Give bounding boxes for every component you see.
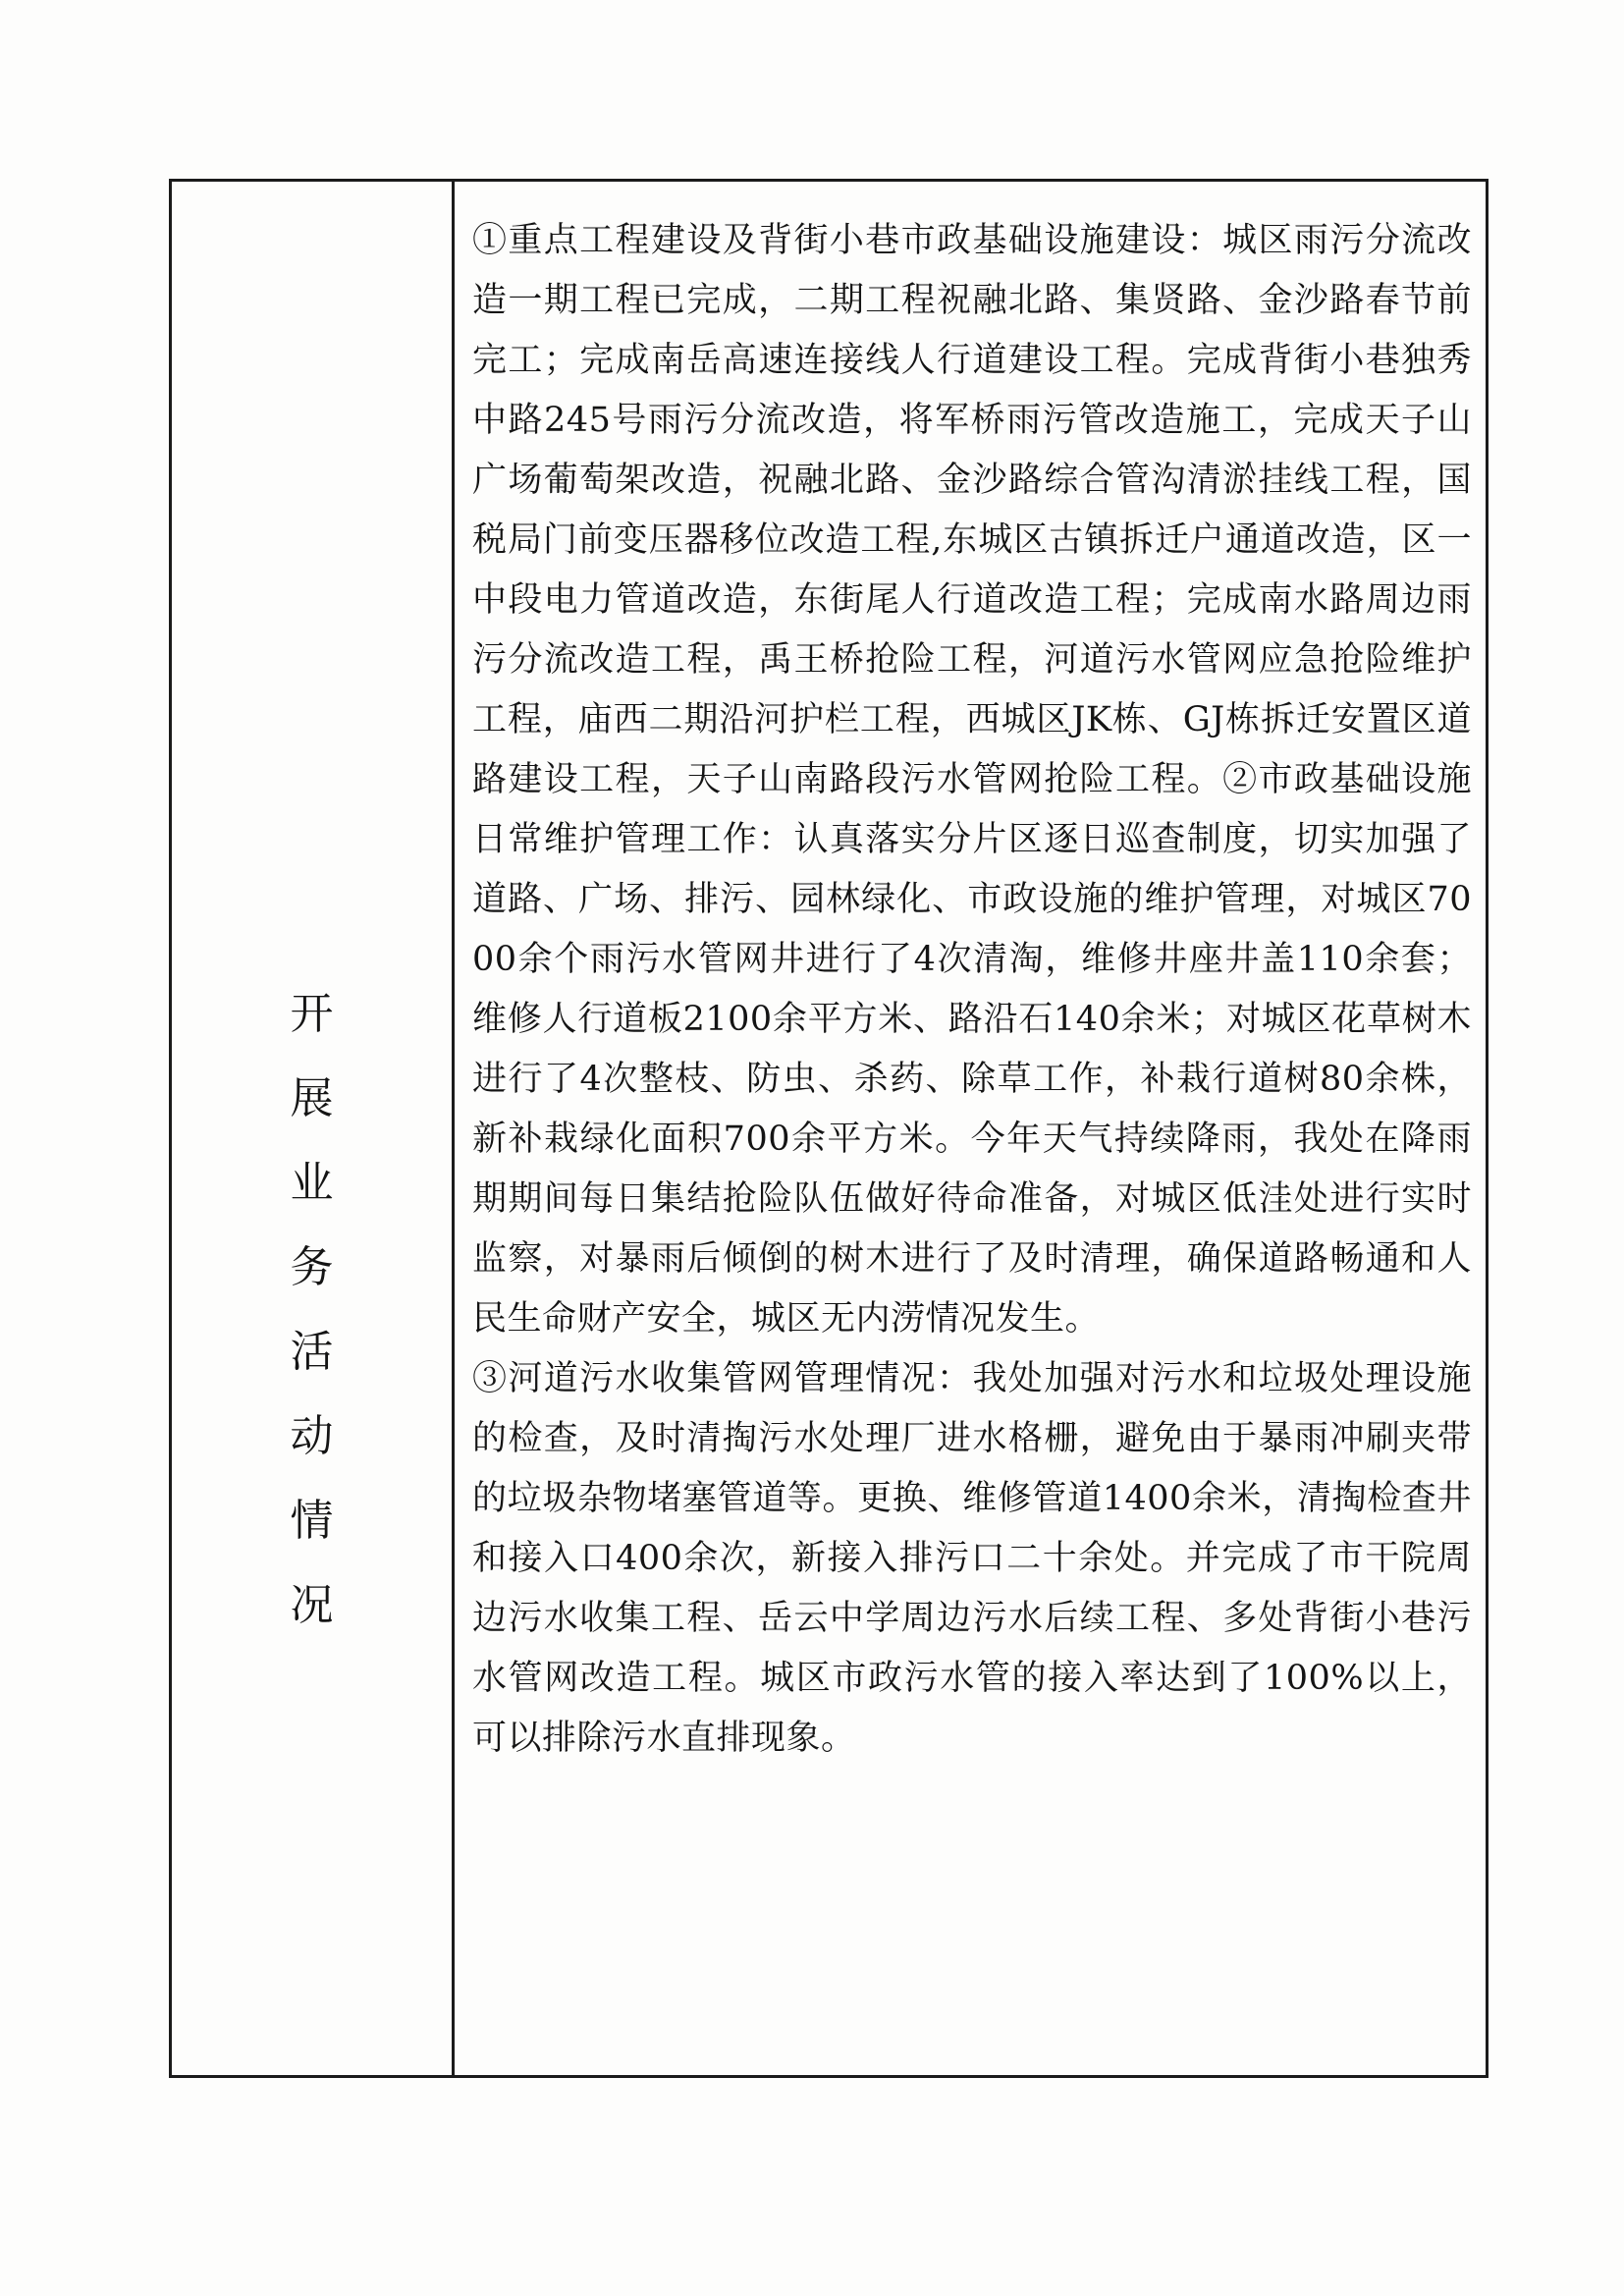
section-label-char: 况 [290,1580,334,1630]
section-label [172,972,452,1648]
section-content-cell [455,182,1486,2075]
section-content [472,211,1472,1769]
section-label-char: 情 [290,1496,334,1546]
section-label-char: 务 [290,1242,334,1292]
content-paragraph: ①重点工程建设及背街小巷市政基础设施建设：城区雨污分流改造一期工程已完成，二期工程祝融北路、集贤路、金沙路春节前完工；完成南岳高速连接线人行道建设工程。完成背街小巷独秀中路245号雨污分流改造，将军桥雨污管改造施工，完成天子山广场葡萄架改造，祝融北路、金沙路综合管沟清淤挂线工程，国税局门前变压器移位改造工程,东城区古镇拆迁户通道改造，区一中段电力管道改造，东街尾人行道改造工程；完成南水路周边雨污分流改造工程，禹王桥抢险工程，河道污水管网应急抢险维护工程，庙西二期沿河护栏工程，西城区JK栋、GJ栋拆迁安置区道路建设工程，天子山南路段污水管网抢险工程。②市政基础设施日常维护管理工作：认真落实分片区逐日巡查制度，切实加强了道路、广场、排污、园林绿化、市政设施的维护管理，对城区7000余个雨污水管网井进行了4次清淘，维修井座井盖110余套；维修人行道板2100余平方米、路沿石140余米；对城区花草树木进行了4次整枝、防虫、杀药、除草工作，补栽行道树80余株，新补栽绿化面积700余平方米。今年天气持续降雨，我处在降雨期期间每日集结抢险队伍做好待命准备，对城区低洼处进行实时监察，对暴雨后倾倒的树木进行了及时清理，确保道路畅通和人民生命财产安全，城区无内涝情况发生。 [472,221,1472,1339]
section-label-char: 动 [290,1411,334,1461]
section-label-char: 活 [290,1327,334,1377]
section-label-char: 展 [290,1073,334,1123]
report-table [169,179,1489,2078]
section-label-char: 业 [290,1158,334,1208]
section-label-cell [172,182,455,2075]
content-paragraph: ③河道污水收集管网管理情况：我处加强对污水和垃圾处理设施的检查，及时清掏污水处理厂进水格栅，避免由于暴雨冲刷夹带的垃圾杂物堵塞管道等。更换、维修管道1400余米，清掏检查井和接入口400余次，新接入排污口二十余处。并完成了市干院周边污水收集工程、岳云中学周边污水后续工程、多处背街小巷污水管网改造工程。城区市政污水管的接入率达到了100%以上，可以排除污水直排现象。 [472,1359,1472,1758]
section-label-char: 开 [290,989,334,1039]
